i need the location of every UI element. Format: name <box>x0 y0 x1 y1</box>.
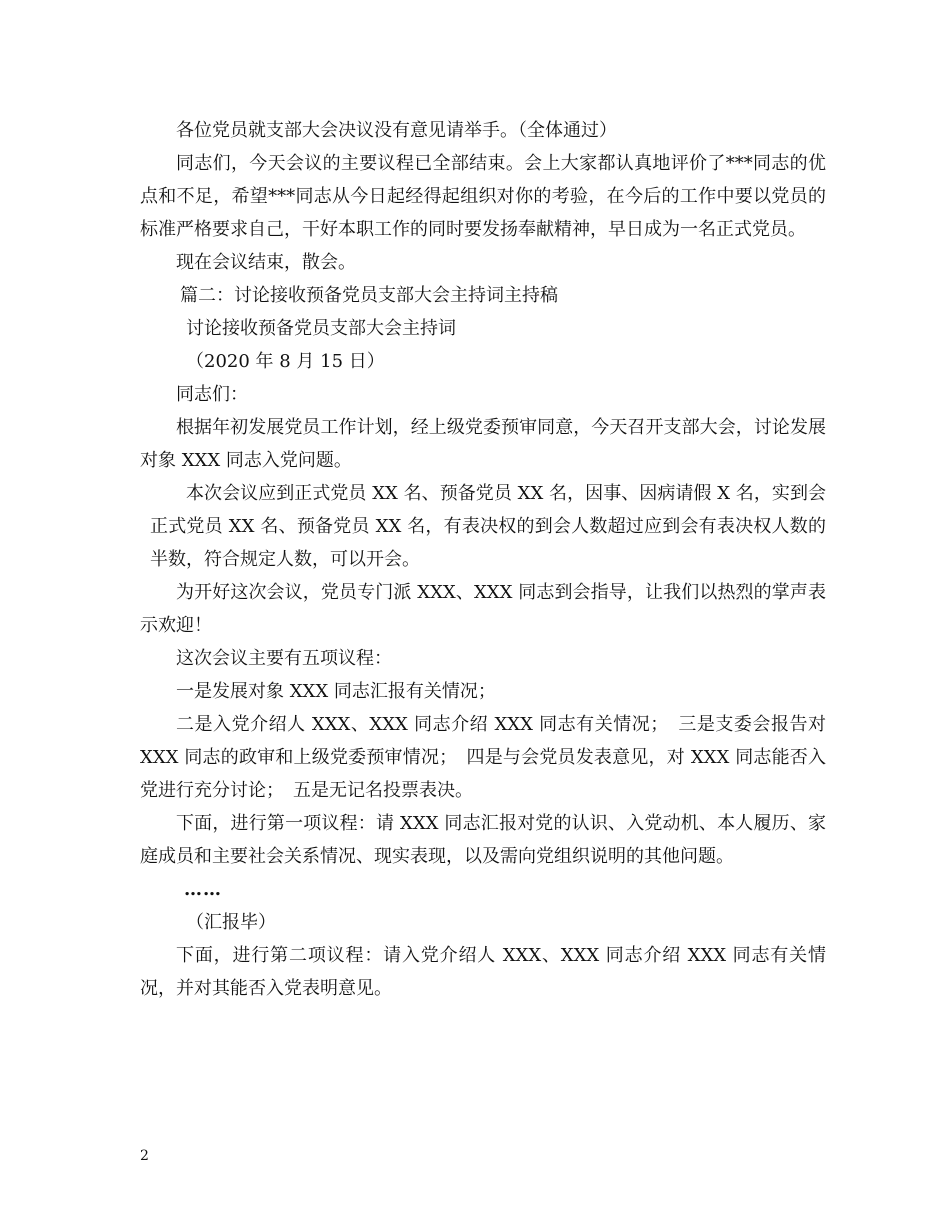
paragraph-closing-remarks: 同志们，今天会议的主要议程已全部结束。会上大家都认真地评价了***同志的优点和不足，希望***同志从今日起经得起组织对你的考验，在今后的工作中要以党员的标准严格要求自己，干好本职工作的同时要发扬奉献精神，早日成为一名正式党员。 <box>140 153 826 240</box>
section-date: （2020 年 8 月 15 日） <box>186 351 385 372</box>
section-heading: 篇二：讨论接收预备党员支部大会主持词主持稿 <box>180 285 558 306</box>
paragraph-meeting-end: 现在会议结束，散会。 <box>176 252 356 273</box>
page-number: 2 <box>140 1148 149 1164</box>
agenda-item-one: 一是发展对象 XXX 同志汇报有关情况； <box>176 681 496 702</box>
paragraph-first-agenda: 下面，进行第一项议程：请 XXX 同志汇报对党的认识、入党动机、本人履历、家庭成员和主要社会关系情况、现实表现，以及需向党组织说明的其他问题。 <box>140 813 826 867</box>
ellipsis: …… <box>184 879 222 900</box>
paragraph-greeting: 同志们： <box>176 384 248 405</box>
paragraph-purpose: 根据年初发展党员工作计划，经上级党委预审同意，今天召开支部大会，讨论发展对象 XXX 同志入党问题。 <box>140 417 826 471</box>
paragraph-attendance: 本次会议应到正式党员 XX 名、预备党员 XX 名，因事、因病请假 X 名，实到会正式党员 XX 名、预备党员 XX 名，有表决权的到会人数超过应到会有表决权人数的半数，符合规定人数，可以开会。 <box>150 483 826 570</box>
document-body <box>140 114 826 1005</box>
paragraph-welcome: 为开好这次会议，党员专门派 XXX、XXX 同志到会指导，让我们以热烈的掌声表示欢迎！ <box>140 582 826 636</box>
paragraph-vote-call: 各位党员就支部大会决议没有意见请举手。（全体通过） <box>176 120 617 141</box>
agenda-items-two-to-five: 二是入党介绍人 XXX、XXX 同志介绍 XXX 同志有关情况； 三是支委会报告对 XXX 同志的政审和上级党委预审情况； 四是与会党员发表意见，对 XXX 同志能否入党进行充分讨论； 五是无记名投票表决。 <box>140 714 826 801</box>
section-title: 讨论接收预备党员支部大会主持词 <box>186 318 456 339</box>
paragraph-report-done: （汇报毕） <box>186 912 276 933</box>
paragraph-second-agenda: 下面，进行第二项议程：请入党介绍人 XXX、XXX 同志介绍 XXX 同志有关情况，并对其能否入党表明意见。 <box>140 945 826 999</box>
paragraph-agenda-intro: 这次会议主要有五项议程： <box>176 648 392 669</box>
